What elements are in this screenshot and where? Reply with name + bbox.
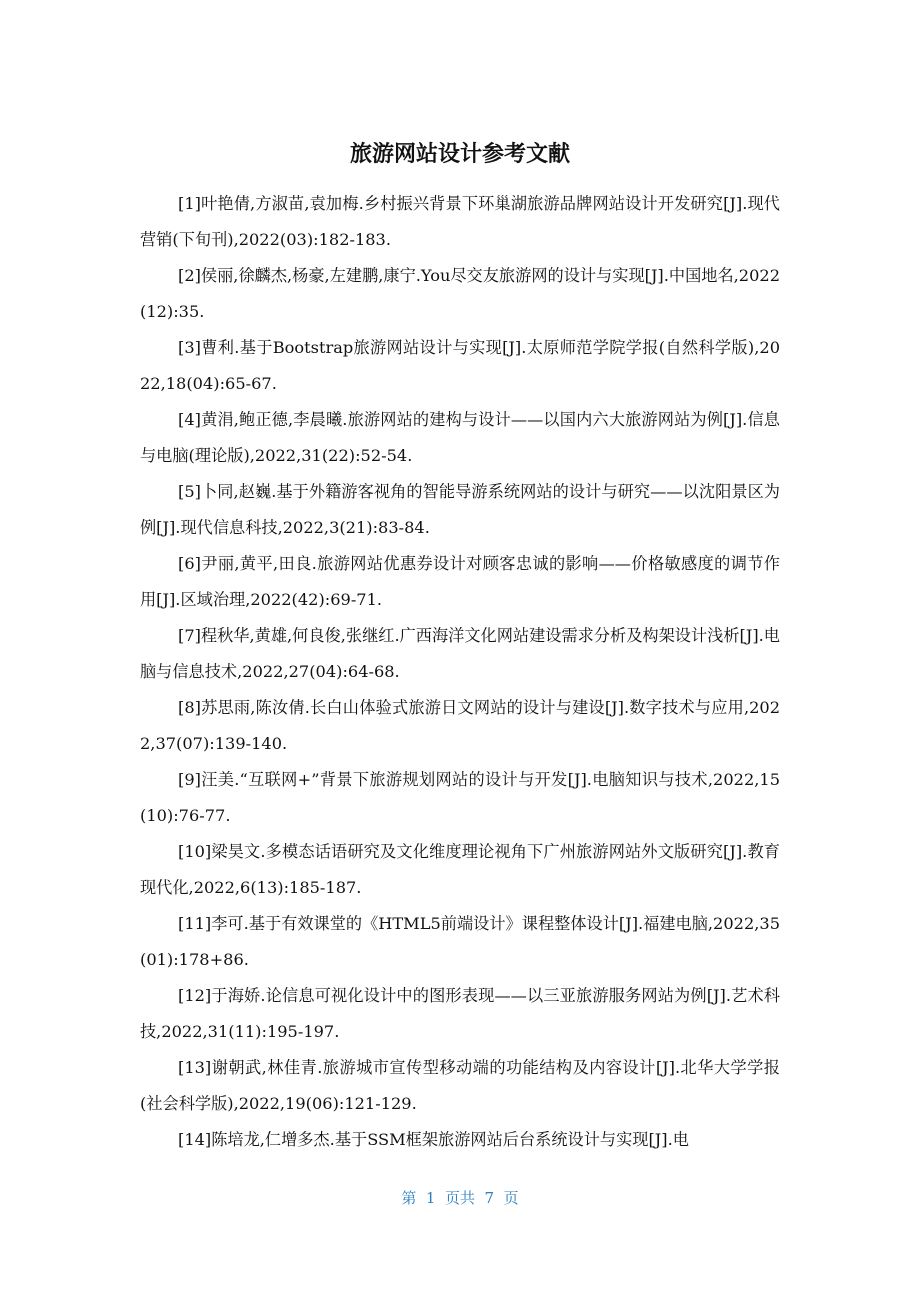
reference-item-13: [13]谢朝武,林佳青.旅游城市宣传型移动端的功能结构及内容设计[J].北华大学学报(社会科学版),2022,19(06):121-129. xyxy=(140,1058,780,1113)
reference-item-8: [8]苏思雨,陈汝倩.长白山体验式旅游日文网站的设计与建设[J].数字技术与应用,2022,37(07):139-140. xyxy=(140,698,780,753)
reference-item-12: [12]于海娇.论信息可视化设计中的图形表现——以三亚旅游服务网站为例[J].艺术科技,2022,31(11):195-197. xyxy=(140,986,780,1041)
reference-item-9: [9]汪美.“互联网+”背景下旅游规划网站的设计与开发[J].电脑知识与技术,2022,15(10):76-77. xyxy=(140,770,780,825)
reference-item-3: [3]曹利.基于Bootstrap旅游网站设计与实现[J].太原师范学院学报(自然科学版),2022,18(04):65-67. xyxy=(140,338,780,393)
document-title: 旅游网站设计参考文献 xyxy=(349,142,570,167)
reference-item-11: [11]李可.基于有效课堂的《HTML5前端设计》课程整体设计[J].福建电脑,2022,35(01):178+86. xyxy=(140,914,780,969)
reference-list xyxy=(140,186,780,1158)
reference-item-14: [14]陈培龙,仁增多杰.基于SSM框架旅游网站后台系统设计与实现[J].电 xyxy=(178,1130,689,1149)
reference-item-7: [7]程秋华,黄雄,何良俊,张继红.广西海洋文化网站建设需求分析及构架设计浅析[J].电脑与信息技术,2022,27(04):64-68. xyxy=(140,626,780,681)
page-number-footer: 第 1 页共 7 页 xyxy=(401,1189,519,1207)
reference-item-10: [10]梁昊文.多模态话语研究及文化维度理论视角下广州旅游网站外文版研究[J].教育现代化,2022,6(13):185-187. xyxy=(140,842,780,897)
reference-item-6: [6]尹丽,黄平,田良.旅游网站优惠券设计对顾客忠诚的影响——价格敏感度的调节作用[J].区域治理,2022(42):69-71. xyxy=(140,554,780,609)
reference-item-5: [5]卜同,赵巍.基于外籍游客视角的智能导游系统网站的设计与研究——以沈阳景区为例[J].现代信息科技,2022,3(21):83-84. xyxy=(140,482,780,537)
reference-item-1: [1]叶艳倩,方淑苗,袁加梅.乡村振兴背景下环巢湖旅游品牌网站设计开发研究[J].现代营销(下旬刊),2022(03):182-183. xyxy=(140,194,780,249)
reference-item-2: [2]侯丽,徐麟杰,杨豪,左建鹏,康宁.You尽交友旅游网的设计与实现[J].中国地名,2022(12):35. xyxy=(140,266,780,321)
reference-item-4: [4]黄涓,鲍正德,李晨曦.旅游网站的建构与设计——以国内六大旅游网站为例[J].信息与电脑(理论版),2022,31(22):52-54. xyxy=(140,410,780,465)
